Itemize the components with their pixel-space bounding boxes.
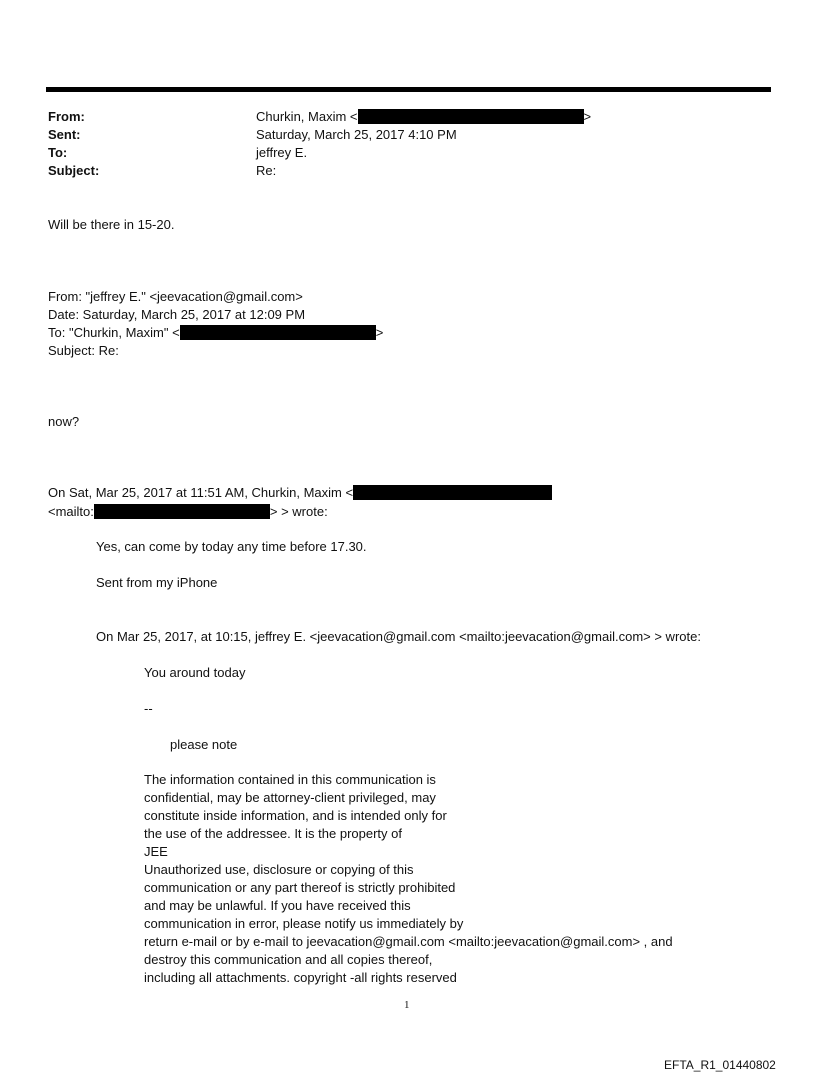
- disclaimer-line: JEE: [144, 844, 168, 859]
- from-label: From:: [48, 109, 85, 124]
- quoted2-intro: [48, 484, 552, 502]
- from-close: >: [583, 109, 592, 124]
- disclaimer-line: including all attachments. copyright -all rights reserved: [144, 970, 457, 985]
- reply-text: Will be there in 15-20.: [48, 217, 175, 232]
- from-name: Churkin, Maxim <: [256, 109, 358, 124]
- quoted3-intro: On Mar 25, 2017, at 10:15, jeffrey E. <jeevacation@gmail.com <mailto:jeevacation@gmail.com> > wrote:: [96, 629, 701, 644]
- quoted2-intro-prefix: On Sat, Mar 25, 2017 at 11:51 AM, Churkin, Maxim <: [48, 485, 354, 500]
- disclaimer-line: communication or any part thereof is strictly prohibited: [144, 880, 456, 895]
- quoted3-message: You around today: [144, 665, 246, 680]
- disclaimer-line: confidential, may be attorney-client privileged, may: [144, 790, 436, 805]
- subject-value: Re:: [256, 163, 277, 178]
- redaction-block: [94, 504, 270, 519]
- disclaimer-line: constitute inside information, and is intended only for: [144, 808, 447, 823]
- quoted1-from: From: "jeffrey E." <jeevacation@gmail.com>: [48, 289, 303, 304]
- redaction-block: [353, 485, 552, 500]
- sent-value: Saturday, March 25, 2017 4:10 PM: [256, 127, 457, 142]
- quoted1-message: now?: [48, 414, 80, 429]
- disclaimer-line: destroy this communication and all copies thereof,: [144, 952, 433, 967]
- disclaimer-line: Unauthorized use, disclosure or copying of this: [144, 862, 414, 877]
- disclaimer-block: [144, 771, 673, 987]
- quoted1-to-close: >: [375, 325, 384, 340]
- sent-label: Sent:: [48, 127, 81, 142]
- disclaimer-line: return e-mail or by e-mail to jeevacation@gmail.com <mailto:jeevacation@gmail.com> , and: [144, 934, 673, 949]
- from-value: [256, 108, 591, 126]
- quoted3-sig-separator: --: [144, 701, 153, 716]
- disclaimer-line: and may be unlawful. If you have received this: [144, 898, 411, 913]
- to-value: jeffrey E.: [256, 145, 308, 160]
- disclaimer-line: The information contained in this communication is: [144, 772, 436, 787]
- quoted2-message: Yes, can come by today any time before 17.30.: [96, 539, 367, 554]
- disclaimer-line: communication in error, please notify us immediately by: [144, 916, 464, 931]
- quoted1-to: [48, 324, 383, 342]
- redaction-block: [358, 109, 584, 124]
- quoted1-to-prefix: To: "Churkin, Maxim" <: [48, 325, 180, 340]
- redaction-block: [180, 325, 376, 340]
- disclaimer-line: the use of the addressee. It is the property of: [144, 826, 402, 841]
- quoted2-mailto: [48, 503, 328, 521]
- page-number: 1: [404, 999, 410, 1011]
- quoted2-mailto-prefix: <mailto:: [48, 504, 94, 519]
- quoted2-signature: Sent from my iPhone: [96, 575, 218, 590]
- quoted1-subject: Subject: Re:: [48, 343, 119, 358]
- quoted3-note-heading: please note: [170, 737, 238, 752]
- document-id: EFTA_R1_01440802: [664, 1058, 776, 1072]
- subject-label: Subject:: [48, 163, 100, 178]
- to-label: To:: [48, 145, 68, 160]
- header-rule: [46, 87, 771, 92]
- quoted2-mailto-suffix: > > wrote:: [269, 504, 328, 519]
- quoted1-date: Date: Saturday, March 25, 2017 at 12:09 PM: [48, 307, 306, 322]
